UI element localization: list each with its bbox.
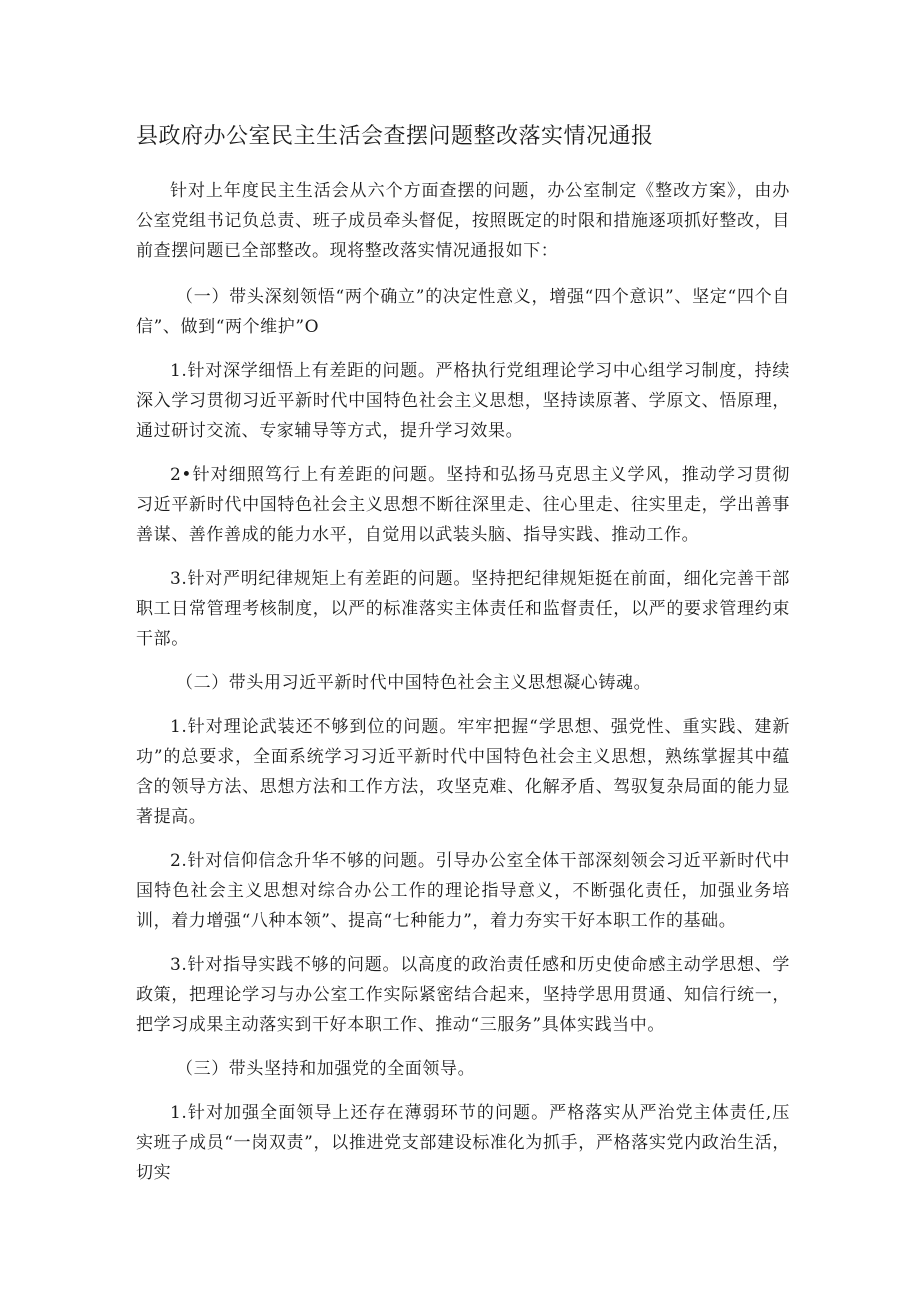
section-heading-1: （一）带头深刻领悟“两个确立”的决定性意义，增强“四个意识”、坚定“四个自信”、做到“两个维护”O: [136, 287, 790, 337]
document-title: 县政府办公室民主生活会查摆问题整改落实情况通报: [136, 124, 654, 149]
section-1-item-3: 3.针对严明纪律规矩上有差距的问题。坚持把纪律规矩挺在前面，细化完善干部职工日常管理考核制度，以严的标准落实主体责任和监督责任，以严的要求管理约束干部。: [136, 569, 790, 649]
section-2-item-3: 3.针对指导实践不够的问题。以高度的政治责任感和历史使命感主动学思想、学政策，把理论学习与办公室工作实际紧密结合起来，坚持学思用贯通、知信行统一，把学习成果主动落实到干好本职工作、推动“三服务”具体实践当中。: [136, 955, 790, 1035]
intro-paragraph: 针对上年度民主生活会从六个方面查摆的问题，办公室制定《整改方案》，由办公室党组书记负总责、班子成员牵头督促，按照既定的时限和措施逐项抓好整改，目前查摆问题已全部整改。现将整改落实情况通报如下：: [136, 181, 790, 261]
section-3-item-1: 1.针对加强全面领导上还存在薄弱环节的问题。严格落实从严治党主体责任,压实班子成员“一岗双责”，以推进党支部建设标准化为抓手，严格落实党内政治生活，切实: [136, 1103, 790, 1183]
section-1-item-1: 1.针对深学细悟上有差距的问题。严格执行党组理论学习中心组学习制度，持续深入学习贯彻习近平新时代中国特色社会主义思想，坚持读原著、学原文、悟原理，通过研讨交流、专家辅导等方式，提升学习效果。: [136, 361, 790, 441]
section-1-item-2: 2•针对细照笃行上有差距的问题。坚持和弘扬马克思主义学风，推动学习贯彻习近平新时代中国特色社会主义思想不断往深里走、往心里走、往实里走，学出善事善谋、善作善成的能力水平，自觉用以武装头脑、指导实践、推动工作。: [136, 465, 790, 545]
section-2-item-1: 1.针对理论武装还不够到位的问题。牢牢把握“学思想、强党性、重实践、建新功”的总要求，全面系统学习习近平新时代中国特色社会主义思想，熟练掌握其中蕴含的领导方法、思想方法和工作方法，攻坚克难、化解矛盾、驾驭复杂局面的能力显著提高。: [136, 717, 790, 827]
section-2-item-2: 2.针对信仰信念升华不够的问题。引导办公室全体干部深刻领会习近平新时代中国特色社会主义思想对综合办公工作的理论指导意义，不断强化责任，加强业务培训，着力增强“八种本领”、提高“七种能力”，着力夯实干好本职工作的基础。: [136, 851, 790, 931]
section-heading-3: （三）带头坚持和加强党的全面领导。: [176, 1059, 476, 1079]
section-heading-2: （二）带头用习近平新时代中国特色社会主义思想凝心铸魂。: [176, 673, 652, 693]
document-body: [136, 176, 790, 1202]
